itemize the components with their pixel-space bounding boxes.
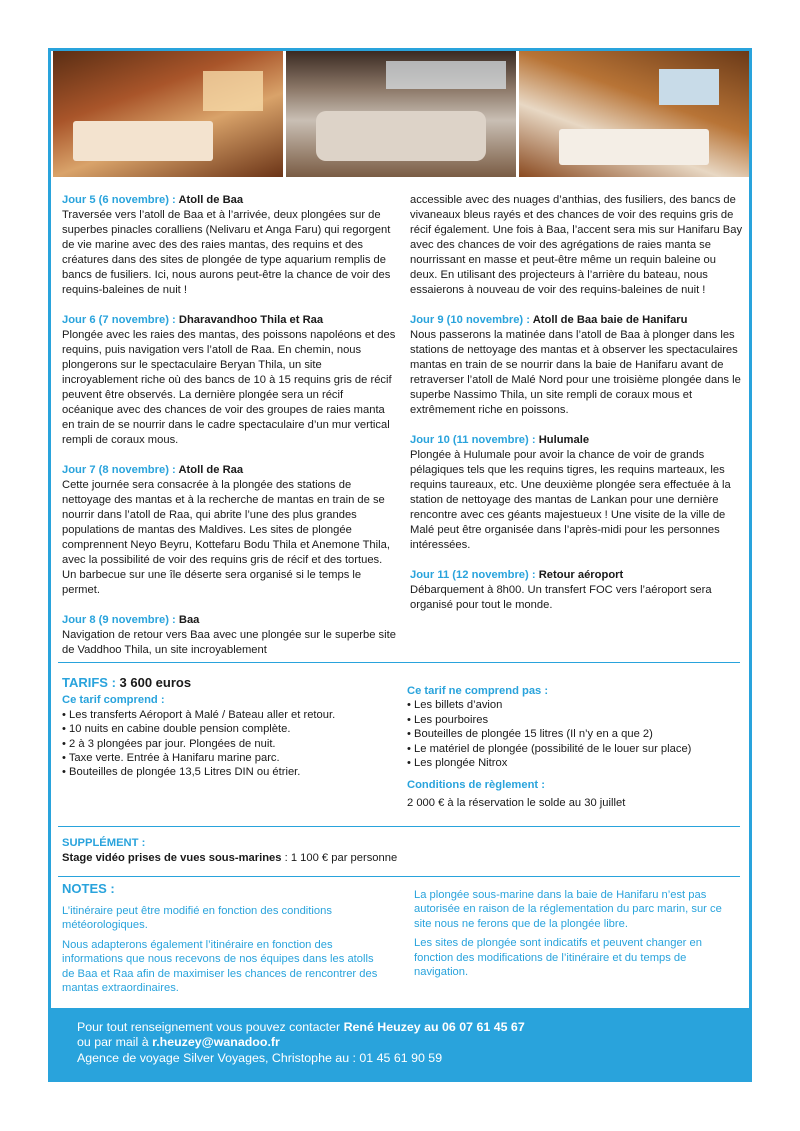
- pricing-excludes: [407, 684, 742, 810]
- day-text: Plongée avec les raies des mantas, des poissons napoléons et des requins, puis navigation vers l’atoll de Raa. En chemin, nous plongerons sur le spectaculaire Beryan Thila, un site incroyablement riche où des bancs de 10 à 15 requins gris de récif peuvent être observés. La dernière plongée sera un récif océanique avec des chances de voir des groupes de raies manta en train de se nourrir dans le cadre spectaculaire d’un mur vertical rempli de coraux mous.: [62, 329, 396, 446]
- supplement-item-name: Stage vidéo prises de vues sous-marines: [62, 851, 282, 864]
- list-item: • Taxe verte. Entrée à Hanifaru marine parc.: [62, 751, 392, 765]
- contact-email-link[interactable]: r.heuzey@wanadoo.fr: [152, 1035, 280, 1050]
- divider: [58, 876, 740, 877]
- notes-title: NOTES :: [62, 881, 115, 896]
- supplement-item-price: : 1 100 € par personne: [281, 851, 398, 864]
- itinerary-left-column: [62, 193, 396, 673]
- day-label: Jour 8 (9 novembre) :: [62, 614, 176, 626]
- contact-line: [77, 1035, 752, 1050]
- day-title: Baa: [175, 614, 200, 626]
- day-text: Débarquement à 8h00. Un transfert FOC vers l’aéroport sera organisé pour tout le monde.: [410, 584, 712, 611]
- itinerary-right-column: [410, 193, 746, 628]
- contact-agency: Agence de voyage Silver Voyages, Christophe au : 01 45 61 90 59: [77, 1050, 443, 1065]
- notes-section: [62, 881, 742, 995]
- payment-text: 2 000 € à la réservation le solde au 30 juillet: [407, 796, 626, 809]
- includes-list: [62, 708, 392, 780]
- includes-title: Ce tarif comprend :: [62, 694, 165, 707]
- note-paragraph: La plongée sous-marine dans la baie de Hanifaru n’est pas autorisée en raison de la réglementation du parc marin, sur ce site nous ne ferons que de la plongée libre.: [414, 889, 722, 930]
- list-item: • Les plongée Nitrox: [407, 756, 742, 770]
- divider: [58, 662, 740, 663]
- day-label: Jour 5 (6 novembre) :: [62, 194, 176, 206]
- day-5: [62, 193, 396, 298]
- note-paragraph: L’itinéraire peut être modifié en fonction des conditions météorologiques.: [62, 905, 332, 932]
- day-title: Hulumale: [535, 434, 590, 446]
- day-11: [410, 568, 746, 613]
- notes-right-column: [414, 888, 734, 984]
- excludes-title: Ce tarif ne comprend pas :: [407, 685, 549, 697]
- photo-strip: [53, 51, 749, 177]
- cabin-photo: [53, 51, 283, 177]
- note-paragraph: Les sites de plongée sont indicatifs et peuvent changer en fonction des modifications de l’itinéraire et du temps de navigation.: [414, 937, 702, 979]
- day-title: Dharavandhoo Thila et Raa: [175, 314, 324, 326]
- day-label: Jour 9 (10 novembre) :: [410, 314, 530, 326]
- contact-line: [77, 1020, 752, 1035]
- supplement-title: SUPPLÉMENT :: [62, 837, 146, 849]
- list-item: • Bouteilles de plongée 13,5 Litres DIN ou étrier.: [62, 765, 392, 779]
- supplement-item: [62, 851, 742, 866]
- twin-cabin-photo: [519, 51, 749, 177]
- day-label: Jour 10 (11 novembre) :: [410, 434, 536, 446]
- contact-phone[interactable]: René Heuzey au 06 07 61 45 67: [343, 1020, 525, 1034]
- pricing-label: TARIFS :: [62, 675, 116, 690]
- list-item: • 10 nuits en cabine double pension complète.: [62, 722, 392, 736]
- list-item: • 2 à 3 plongées par jour. Plongées de nuit.: [62, 737, 392, 751]
- day-10: [410, 433, 746, 553]
- pricing-title: [62, 676, 392, 690]
- day-label: Jour 11 (12 novembre) :: [410, 569, 536, 581]
- list-item: • Les transferts Aéroport à Malé / Bateau aller et retour.: [62, 708, 392, 722]
- list-item: • Bouteilles de plongée 15 litres (Il n’y en a que 2): [407, 727, 742, 741]
- day-title: Atoll de Raa: [175, 464, 244, 476]
- day-7: [62, 463, 396, 598]
- day-label: Jour 6 (7 novembre) :: [62, 314, 176, 326]
- pricing-amount: 3 600 euros: [115, 675, 192, 690]
- day-6: [62, 313, 396, 448]
- contact-text: Pour tout renseignement vous pouvez contacter: [77, 1020, 344, 1034]
- contact-text: ou par mail à: [77, 1035, 153, 1050]
- list-item: • Les pourboires: [407, 713, 742, 727]
- list-item: • Les billets d’avion: [407, 698, 742, 712]
- day-label: Jour 7 (8 novembre) :: [62, 464, 176, 476]
- day-text: Navigation de retour vers Baa avec une plongée sur le superbe site de Vaddhoo Thila, un site incroyablement: [62, 629, 396, 656]
- day-text: Traversée vers l’atoll de Baa et à l’arrivée, deux plongées sur de superbes pinacles coralliens (Nelivaru et Anga Faru) qui regorgent de vie marine avec des des raies mantas, des requins et des créatures dans des sites de plongée de type aquarium remplis de bancs de fusiliers. Ici, nous aurons peut-être la chance de voir des requins-baleines de nuit !: [62, 209, 391, 296]
- day-text: Cette journée sera consacrée à la plongée des stations de nettoyage des mantas et à la recherche de mantas en train de se nourrir dans l’atoll de Raa, qui abrite l’une des plus grandes populations de mantas des Maldives. Les sites de plongée comprennent Neyo Beyru, Kottefaru Bodu Thila et Anemone Thila, avec la possibilité de voir des requins gris de récif et des tortues. Un barbecue sur une île déserte sera organisé si le temps le permet.: [62, 479, 390, 596]
- day-text: Plongée à Hulumale pour avoir la chance de voir de grands pélagiques tels que les requins tigres, les requins marteaux, les requins taureaux, etc. Une deuxième plongée sera effectuée à la station de nettoyage des mantas de Lankan pour une dernière rencontre avec ces géants majestueux ! Une visite de la ville de Malé peut être organisée dans l’après-midi pour les personnes intéressées.: [410, 449, 731, 551]
- pricing-includes: [62, 676, 392, 780]
- notes-left-column: [62, 904, 382, 1000]
- day-8: [62, 613, 396, 658]
- day-title: Retour aéroport: [535, 569, 624, 581]
- list-item: • Le matériel de plongée (possibilité de le louer sur place): [407, 742, 742, 756]
- divider: [58, 826, 740, 827]
- day-9: [410, 313, 746, 418]
- note-paragraph: Nous adapterons également l’itinéraire en fonction des informations que nous recevons de nos équipes dans les atolls de Baa et Raa afin de maximiser les chances de rencontrer des mantas extraordinaires.: [62, 938, 378, 995]
- saloon-photo: [286, 51, 516, 177]
- payment-title: Conditions de règlement :: [407, 779, 545, 792]
- day-title: Atoll de Baa: [175, 194, 244, 206]
- day-8-continued: accessible avec des nuages d’anthias, des fusiliers, des bancs de vivaneaux bleus rayés et des chances de voir des requins gris de récif également. Une fois à Baa, l’accent sera mis sur Hanifaru Bay avec des chances de voir des agrégations de raies manta se nourrissant en masse et peut-être même un requin baleine ou deux. En utilisant des projecteurs à l’arrière du bateau, nous essaierons à nouveau de voir des requins-baleines de nuit !: [410, 194, 743, 296]
- day-text: Nous passerons la matinée dans l’atoll de Baa à plonger dans les stations de nettoyage des mantas et à observer les spectaculaires mantas en train de se nourrir dans la baie de Hanifaru avant de retraverser l’atoll de Malé Nord pour une troisième plongée dans le superbe Nassimo Thila, un site rempli de coraux mous et extrêmement riche en poissons.: [410, 329, 741, 416]
- excludes-list: [407, 698, 742, 770]
- supplement-section: [62, 836, 742, 865]
- day-title: Atoll de Baa baie de Hanifaru: [530, 314, 688, 326]
- contact-footer: [48, 1008, 752, 1082]
